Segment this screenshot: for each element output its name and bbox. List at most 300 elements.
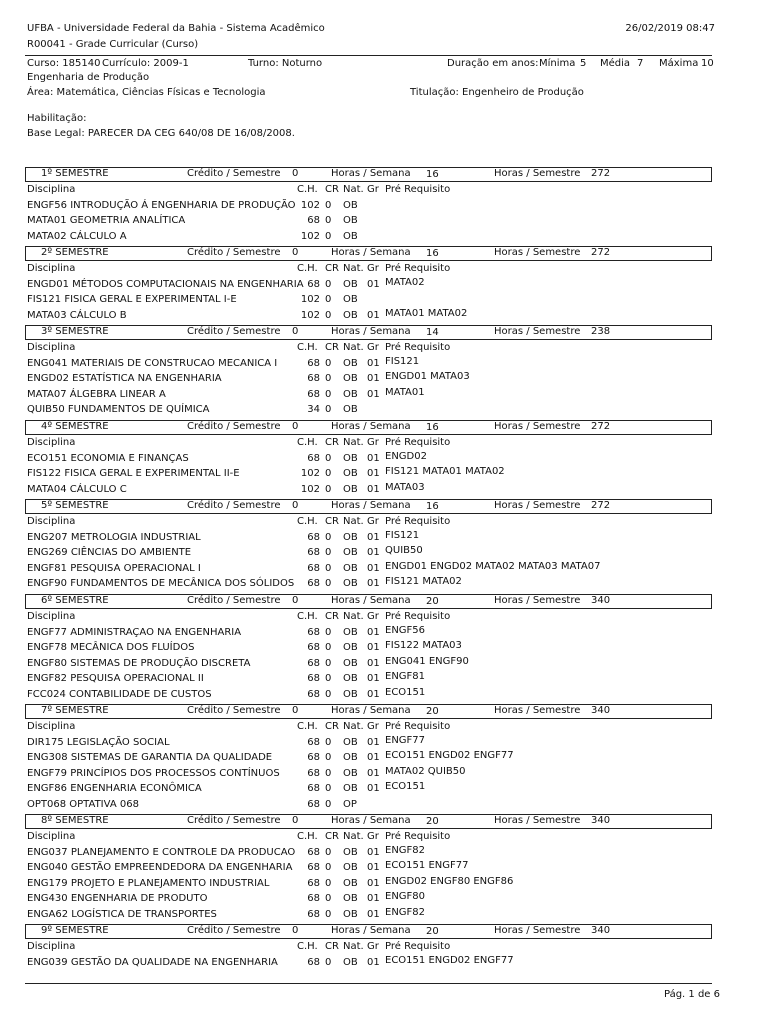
- discipline-ch: 68: [307, 373, 320, 384]
- discipline-prereq: FIS122 MATA03: [385, 640, 462, 651]
- discipline-group: 01: [367, 627, 380, 638]
- discipline-name: ENGF81 PESQUISA OPERACIONAL I: [27, 563, 201, 574]
- legal-basis: Base Legal: PARECER DA CEG 640/08 DE 16/08/2008.: [27, 128, 295, 139]
- discipline-nature: OB: [343, 373, 358, 384]
- discipline-nature: OB: [343, 404, 358, 415]
- discipline-group: 01: [367, 358, 380, 369]
- discipline-name: ENGF80 SISTEMAS DE PRODUÇÃO DISCRETA: [27, 658, 251, 669]
- discipline-nature: OB: [343, 878, 358, 889]
- weekly-hours-label: Horas / Semana: [331, 500, 411, 511]
- discipline-nature: OB: [343, 862, 358, 873]
- semester-hours-value: 340: [591, 705, 611, 716]
- discipline-nature: OB: [343, 578, 358, 589]
- weekly-hours-label: Horas / Semana: [331, 595, 411, 606]
- report-datetime: 26/02/2019 08:47: [625, 23, 715, 34]
- col-header-gr: Gr: [367, 941, 379, 952]
- discipline-nature: OP: [343, 799, 357, 810]
- discipline-cr: 0: [325, 689, 332, 700]
- discipline-cr: 0: [325, 215, 332, 226]
- discipline-nature: OB: [343, 957, 358, 968]
- discipline-cr: 0: [325, 642, 332, 653]
- discipline-group: 01: [367, 783, 380, 794]
- discipline-prereq: ECO151 ENGD02 ENGF77: [385, 750, 514, 761]
- credit-label: Crédito / Semestre: [187, 168, 281, 179]
- semester-hours-value: 272: [591, 500, 611, 511]
- weekly-hours-label: Horas / Semana: [331, 168, 411, 179]
- discipline-prereq: ENGD02 ENGF80 ENGF86: [385, 876, 514, 887]
- discipline-nature: OB: [343, 231, 358, 242]
- discipline-group: 01: [367, 547, 380, 558]
- col-header-nat: Nat.: [343, 184, 364, 195]
- discipline-name: ENGF86 ENGENHARIA ECONÔMICA: [27, 783, 202, 794]
- discipline-name: ENGD02 ESTATÍSTICA NA ENGENHARIA: [27, 373, 222, 384]
- discipline-group: 01: [367, 373, 380, 384]
- discipline-cr: 0: [325, 893, 332, 904]
- credit-value: 0: [292, 815, 299, 826]
- semester-hours-value: 272: [591, 168, 611, 179]
- discipline-ch: 68: [307, 768, 320, 779]
- col-header-gr: Gr: [367, 342, 379, 353]
- col-header-disciplina: Disciplina: [27, 611, 76, 622]
- discipline-prereq: FIS121 MATA01 MATA02: [385, 466, 505, 477]
- discipline-name: ENGF56 INTRODUÇÃO Á ENGENHARIA DE PRODUÇÃO: [27, 200, 296, 211]
- col-header-disciplina: Disciplina: [27, 721, 76, 732]
- discipline-nature: OB: [343, 737, 358, 748]
- discipline-group: 01: [367, 642, 380, 653]
- discipline-nature: OB: [343, 294, 358, 305]
- col-header-cr: CR: [325, 941, 339, 952]
- credit-value: 0: [292, 595, 299, 606]
- discipline-cr: 0: [325, 768, 332, 779]
- discipline-nature: OB: [343, 358, 358, 369]
- semester-hours-label: Horas / Semestre: [494, 925, 581, 936]
- discipline-name: FIS122 FISICA GERAL E EXPERIMENTAL II-E: [27, 468, 240, 479]
- discipline-ch: 68: [307, 642, 320, 653]
- col-header-nat: Nat.: [343, 516, 364, 527]
- discipline-group: 01: [367, 893, 380, 904]
- discipline-cr: 0: [325, 200, 332, 211]
- col-header-disciplina: Disciplina: [27, 831, 76, 842]
- discipline-nature: OB: [343, 642, 358, 653]
- weekly-hours-value: 16: [426, 501, 439, 512]
- course-code: Curso: 185140: [27, 58, 101, 69]
- col-header-prereq: Pré Requisito: [385, 941, 451, 952]
- discipline-nature: OB: [343, 768, 358, 779]
- credit-value: 0: [292, 247, 299, 258]
- discipline-ch: 68: [307, 532, 320, 543]
- semester-hours-label: Horas / Semestre: [494, 247, 581, 258]
- discipline-ch: 34: [307, 404, 320, 415]
- discipline-ch: 68: [307, 737, 320, 748]
- col-header-prereq: Pré Requisito: [385, 437, 451, 448]
- discipline-name: ENG037 PLANEJAMENTO E CONTROLE DA PRODUCAO: [27, 847, 296, 858]
- discipline-prereq: MATA01: [385, 387, 425, 398]
- discipline-name: FCC024 CONTABILIDADE DE CUSTOS: [27, 689, 212, 700]
- discipline-name: MATA01 GEOMETRIA ANALÍTICA: [27, 215, 186, 226]
- discipline-prereq: MATA02: [385, 277, 425, 288]
- discipline-group: 01: [367, 310, 380, 321]
- col-header-gr: Gr: [367, 516, 379, 527]
- discipline-ch: 68: [307, 673, 320, 684]
- discipline-nature: OB: [343, 453, 358, 464]
- discipline-ch: 102: [300, 484, 320, 495]
- col-header-cr: CR: [325, 721, 339, 732]
- discipline-ch: 68: [307, 658, 320, 669]
- discipline-name: MATA02 CÁLCULO A: [27, 231, 127, 242]
- discipline-cr: 0: [325, 752, 332, 763]
- discipline-ch: 68: [307, 893, 320, 904]
- col-header-ch: C.H.: [297, 437, 318, 448]
- discipline-ch: 68: [307, 389, 320, 400]
- duration-min: 5: [580, 58, 587, 69]
- discipline-nature: OB: [343, 389, 358, 400]
- discipline-ch: 68: [307, 215, 320, 226]
- discipline-ch: 68: [307, 752, 320, 763]
- semester-hours-label: Horas / Semestre: [494, 815, 581, 826]
- discipline-cr: 0: [325, 310, 332, 321]
- col-header-disciplina: Disciplina: [27, 941, 76, 952]
- weekly-hours-value: 20: [426, 596, 439, 607]
- discipline-nature: OB: [343, 279, 358, 290]
- discipline-nature: OB: [343, 673, 358, 684]
- weekly-hours-label: Horas / Semana: [331, 247, 411, 258]
- discipline-group: 01: [367, 847, 380, 858]
- col-header-disciplina: Disciplina: [27, 342, 76, 353]
- discipline-ch: 68: [307, 783, 320, 794]
- discipline-cr: 0: [325, 358, 332, 369]
- discipline-name: OPT068 OPTATIVA 068: [27, 799, 139, 810]
- credit-value: 0: [292, 705, 299, 716]
- discipline-group: 01: [367, 673, 380, 684]
- discipline-ch: 68: [307, 358, 320, 369]
- credit-value: 0: [292, 326, 299, 337]
- credit-value: 0: [292, 421, 299, 432]
- discipline-name: ECO151 ECONOMIA E FINANÇAS: [27, 453, 189, 464]
- discipline-ch: 68: [307, 578, 320, 589]
- discipline-nature: OB: [343, 215, 358, 226]
- col-header-cr: CR: [325, 516, 339, 527]
- discipline-name: ENG040 GESTÃO EMPREENDEDORA DA ENGENHARIA: [27, 862, 293, 873]
- discipline-prereq: ENGD01 ENGD02 MATA02 MATA03 MATA07: [385, 561, 601, 572]
- semester-hours-value: 340: [591, 595, 611, 606]
- discipline-cr: 0: [325, 847, 332, 858]
- discipline-name: ENGA62 LOGÍSTICA DE TRANSPORTES: [27, 909, 217, 920]
- discipline-prereq: ECO151: [385, 781, 426, 792]
- col-header-gr: Gr: [367, 611, 379, 622]
- discipline-prereq: MATA03: [385, 482, 425, 493]
- semester-label: 9º SEMESTRE: [41, 925, 109, 936]
- col-header-disciplina: Disciplina: [27, 516, 76, 527]
- semester-hours-label: Horas / Semestre: [494, 421, 581, 432]
- semester-hours-label: Horas / Semestre: [494, 168, 581, 179]
- page-number: Pág. 1 de 6: [664, 989, 720, 1000]
- semester-label: 7º SEMESTRE: [41, 705, 109, 716]
- credit-label: Crédito / Semestre: [187, 595, 281, 606]
- discipline-cr: 0: [325, 578, 332, 589]
- discipline-cr: 0: [325, 389, 332, 400]
- col-header-gr: Gr: [367, 721, 379, 732]
- semester-hours-value: 238: [591, 326, 611, 337]
- discipline-group: 01: [367, 878, 380, 889]
- col-header-prereq: Pré Requisito: [385, 342, 451, 353]
- discipline-group: 01: [367, 737, 380, 748]
- semester-hours-label: Horas / Semestre: [494, 705, 581, 716]
- discipline-nature: OB: [343, 200, 358, 211]
- credit-label: Crédito / Semestre: [187, 421, 281, 432]
- semester-label: 4º SEMESTRE: [41, 421, 109, 432]
- discipline-prereq: ENGF80: [385, 891, 426, 902]
- shift: Turno: Noturno: [248, 58, 323, 69]
- col-header-ch: C.H.: [297, 831, 318, 842]
- degree: Engenheiro de Produção: [462, 87, 584, 98]
- col-header-cr: CR: [325, 611, 339, 622]
- discipline-cr: 0: [325, 783, 332, 794]
- semester-label: 1º SEMESTRE: [41, 168, 109, 179]
- discipline-prereq: ECO151: [385, 687, 426, 698]
- weekly-hours-label: Horas / Semana: [331, 925, 411, 936]
- semester-hours-label: Horas / Semestre: [494, 326, 581, 337]
- col-header-ch: C.H.: [297, 516, 318, 527]
- col-header-disciplina: Disciplina: [27, 437, 76, 448]
- discipline-group: 01: [367, 862, 380, 873]
- col-header-cr: CR: [325, 831, 339, 842]
- col-header-nat: Nat.: [343, 941, 364, 952]
- semester-label: 6º SEMESTRE: [41, 595, 109, 606]
- discipline-group: 01: [367, 532, 380, 543]
- discipline-name: MATA07 ÁLGEBRA LINEAR A: [27, 389, 166, 400]
- discipline-name: ENGF82 PESQUISA OPERACIONAL II: [27, 673, 204, 684]
- col-header-disciplina: Disciplina: [27, 263, 76, 274]
- discipline-nature: OB: [343, 752, 358, 763]
- discipline-prereq: ENGD02: [385, 451, 427, 462]
- discipline-group: 01: [367, 484, 380, 495]
- semester-hours-value: 272: [591, 421, 611, 432]
- duration-avg-label: Média: [600, 58, 631, 69]
- discipline-ch: 68: [307, 547, 320, 558]
- discipline-cr: 0: [325, 862, 332, 873]
- col-header-ch: C.H.: [297, 342, 318, 353]
- discipline-group: 01: [367, 563, 380, 574]
- header-divider: [25, 55, 712, 56]
- discipline-prereq: ECO151 ENGD02 ENGF77: [385, 955, 514, 966]
- semester-hours-value: 340: [591, 815, 611, 826]
- col-header-prereq: Pré Requisito: [385, 263, 451, 274]
- discipline-nature: OB: [343, 627, 358, 638]
- discipline-prereq: ENGF56: [385, 625, 426, 636]
- discipline-ch: 102: [300, 468, 320, 479]
- semester-label: 8º SEMESTRE: [41, 815, 109, 826]
- discipline-cr: 0: [325, 627, 332, 638]
- weekly-hours-value: 16: [426, 169, 439, 180]
- col-header-cr: CR: [325, 437, 339, 448]
- degree-label: Titulação:: [410, 87, 459, 98]
- discipline-cr: 0: [325, 231, 332, 242]
- discipline-name: MATA04 CÁLCULO C: [27, 484, 127, 495]
- discipline-cr: 0: [325, 737, 332, 748]
- discipline-name: MATA03 CÁLCULO B: [27, 310, 127, 321]
- discipline-ch: 102: [300, 231, 320, 242]
- weekly-hours-value: 16: [426, 248, 439, 259]
- credit-label: Crédito / Semestre: [187, 815, 281, 826]
- discipline-prereq: ENGF82: [385, 907, 426, 918]
- discipline-group: 01: [367, 389, 380, 400]
- discipline-ch: 68: [307, 563, 320, 574]
- habilitation: Habilitação:: [27, 113, 87, 124]
- col-header-gr: Gr: [367, 263, 379, 274]
- credit-label: Crédito / Semestre: [187, 247, 281, 258]
- discipline-group: 01: [367, 468, 380, 479]
- discipline-name: DIR175 LEGISLAÇÃO SOCIAL: [27, 737, 170, 748]
- discipline-name: ENG039 GESTÃO DA QUALIDADE NA ENGENHARIA: [27, 957, 278, 968]
- credit-value: 0: [292, 168, 299, 179]
- discipline-cr: 0: [325, 453, 332, 464]
- semester-hours-label: Horas / Semestre: [494, 500, 581, 511]
- discipline-nature: OB: [343, 909, 358, 920]
- discipline-prereq: ENGF77: [385, 735, 426, 746]
- discipline-ch: 68: [307, 847, 320, 858]
- discipline-ch: 68: [307, 909, 320, 920]
- discipline-prereq: FIS121 MATA02: [385, 576, 462, 587]
- weekly-hours-value: 14: [426, 327, 439, 338]
- discipline-ch: 68: [307, 627, 320, 638]
- weekly-hours-value: 20: [426, 926, 439, 937]
- discipline-nature: OB: [343, 893, 358, 904]
- discipline-prereq: ENGF82: [385, 845, 426, 856]
- credit-label: Crédito / Semestre: [187, 705, 281, 716]
- discipline-group: 01: [367, 658, 380, 669]
- semester-hours-value: 340: [591, 925, 611, 936]
- discipline-name: ENGF78 MECÂNICA DOS FLUÍDOS: [27, 642, 195, 653]
- col-header-nat: Nat.: [343, 721, 364, 732]
- course-area: Área: Matemática, Ciências Físicas e Tecnologia: [27, 87, 266, 98]
- duration-max: 10: [701, 58, 714, 69]
- discipline-cr: 0: [325, 373, 332, 384]
- discipline-nature: OB: [343, 783, 358, 794]
- course-name: Engenharia de Produção: [27, 72, 150, 83]
- weekly-hours-label: Horas / Semana: [331, 421, 411, 432]
- weekly-hours-value: 20: [426, 706, 439, 717]
- discipline-name: ENG179 PROJETO E PLANEJAMENTO INDUSTRIAL: [27, 878, 270, 889]
- col-header-prereq: Pré Requisito: [385, 831, 451, 842]
- discipline-prereq: ENGD01 MATA03: [385, 371, 470, 382]
- weekly-hours-value: 20: [426, 816, 439, 827]
- discipline-cr: 0: [325, 799, 332, 810]
- col-header-nat: Nat.: [343, 342, 364, 353]
- discipline-group: 01: [367, 752, 380, 763]
- col-header-cr: CR: [325, 342, 339, 353]
- semester-hours-value: 272: [591, 247, 611, 258]
- discipline-cr: 0: [325, 484, 332, 495]
- discipline-cr: 0: [325, 673, 332, 684]
- discipline-ch: 102: [300, 200, 320, 211]
- col-header-prereq: Pré Requisito: [385, 184, 451, 195]
- discipline-ch: 68: [307, 453, 320, 464]
- col-header-prereq: Pré Requisito: [385, 721, 451, 732]
- discipline-ch: 102: [300, 310, 320, 321]
- discipline-ch: 68: [307, 862, 320, 873]
- discipline-name: ENGD01 MÉTODOS COMPUTACIONAIS NA ENGENHARIA: [27, 279, 304, 290]
- discipline-group: 01: [367, 453, 380, 464]
- weekly-hours-value: 16: [426, 422, 439, 433]
- discipline-ch: 68: [307, 689, 320, 700]
- credit-label: Crédito / Semestre: [187, 925, 281, 936]
- col-header-gr: Gr: [367, 437, 379, 448]
- discipline-cr: 0: [325, 563, 332, 574]
- discipline-name: ENGF79 PRINCÍPIOS DOS PROCESSOS CONTÍNUOS: [27, 768, 280, 779]
- discipline-group: 01: [367, 279, 380, 290]
- weekly-hours-label: Horas / Semana: [331, 326, 411, 337]
- report-title: R00041 - Grade Curricular (Curso): [27, 39, 199, 50]
- duration-label: Duração em anos:: [447, 58, 539, 69]
- discipline-prereq: QUIB50: [385, 545, 423, 556]
- discipline-name: ENG207 METROLOGIA INDUSTRIAL: [27, 532, 201, 543]
- discipline-cr: 0: [325, 547, 332, 558]
- col-header-ch: C.H.: [297, 721, 318, 732]
- col-header-prereq: Pré Requisito: [385, 611, 451, 622]
- discipline-cr: 0: [325, 957, 332, 968]
- discipline-nature: OB: [343, 847, 358, 858]
- discipline-prereq: FIS121: [385, 356, 420, 367]
- credit-label: Crédito / Semestre: [187, 326, 281, 337]
- col-header-ch: C.H.: [297, 611, 318, 622]
- col-header-nat: Nat.: [343, 831, 364, 842]
- discipline-prereq: MATA01 MATA02: [385, 308, 468, 319]
- semester-label: 2º SEMESTRE: [41, 247, 109, 258]
- discipline-name: ENGF90 FUNDAMENTOS DE MECÂNICA DOS SÓLIDOS: [27, 578, 295, 589]
- discipline-group: 01: [367, 689, 380, 700]
- col-header-cr: CR: [325, 263, 339, 274]
- duration-min-label: Mínima: [539, 58, 576, 69]
- credit-label: Crédito / Semestre: [187, 500, 281, 511]
- discipline-name: ENG308 SISTEMAS DE GARANTIA DA QUALIDADE: [27, 752, 273, 763]
- col-header-ch: C.H.: [297, 941, 318, 952]
- col-header-gr: Gr: [367, 831, 379, 842]
- semester-hours-label: Horas / Semestre: [494, 595, 581, 606]
- discipline-group: 01: [367, 909, 380, 920]
- duration-max-label: Máxima: [659, 58, 699, 69]
- discipline-nature: OB: [343, 547, 358, 558]
- discipline-nature: OB: [343, 532, 358, 543]
- discipline-nature: OB: [343, 689, 358, 700]
- discipline-cr: 0: [325, 658, 332, 669]
- col-header-ch: C.H.: [297, 184, 318, 195]
- institution-name: UFBA - Universidade Federal da Bahia - Sistema Acadêmico: [27, 23, 325, 34]
- discipline-group: 01: [367, 578, 380, 589]
- col-header-nat: Nat.: [343, 611, 364, 622]
- discipline-cr: 0: [325, 279, 332, 290]
- discipline-prereq: ENG041 ENGF90: [385, 656, 469, 667]
- discipline-name: ENG430 ENGENHARIA DE PRODUTO: [27, 893, 208, 904]
- discipline-cr: 0: [325, 294, 332, 305]
- col-header-nat: Nat.: [343, 437, 364, 448]
- semester-label: 3º SEMESTRE: [41, 326, 109, 337]
- col-header-gr: Gr: [367, 184, 379, 195]
- footer-divider: [25, 983, 712, 984]
- col-header-cr: CR: [325, 184, 339, 195]
- discipline-group: 01: [367, 768, 380, 779]
- discipline-ch: 68: [307, 878, 320, 889]
- discipline-nature: OB: [343, 310, 358, 321]
- discipline-ch: 68: [307, 279, 320, 290]
- discipline-ch: 68: [307, 957, 320, 968]
- curriculum: Currículo: 2009-1: [102, 58, 189, 69]
- col-header-disciplina: Disciplina: [27, 184, 76, 195]
- discipline-cr: 0: [325, 468, 332, 479]
- credit-value: 0: [292, 500, 299, 511]
- credit-value: 0: [292, 925, 299, 936]
- discipline-nature: OB: [343, 484, 358, 495]
- discipline-group: 01: [367, 957, 380, 968]
